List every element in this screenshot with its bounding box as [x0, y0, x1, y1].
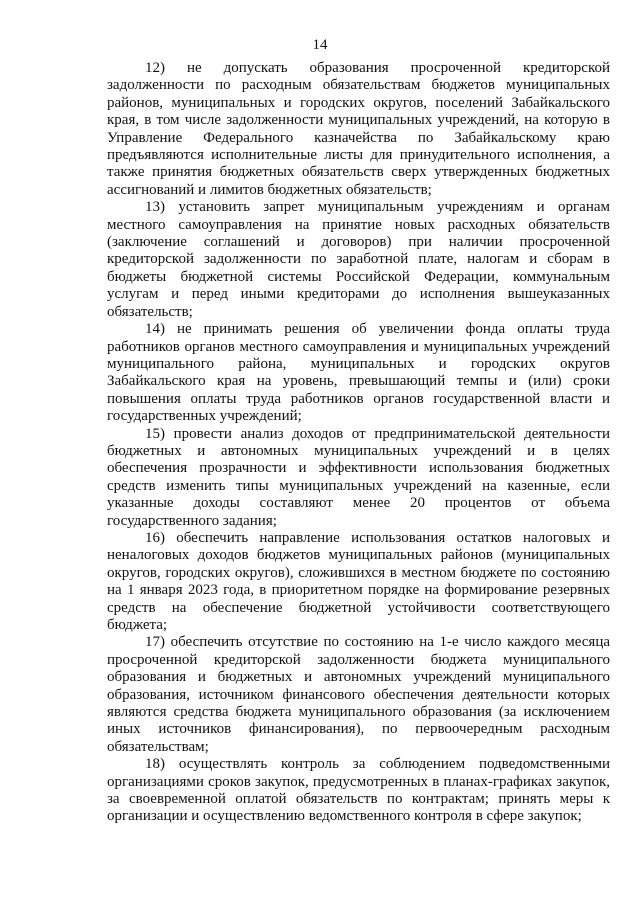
paragraph-item-16: 16) обеспечить направление использования остатков налоговых и неналоговых доходов бюджетов муниципальных районов (муниципальных округов, городских округов), сложившихся в местном бюджете по состоянию на 1 января 2023 года, в приоритетном порядке на формирование резервных средств на обеспечение бюджетной устойчивости соответствующего бюджета;	[107, 529, 610, 633]
paragraph-item-12: 12) не допускать образования просроченной кредиторской задолженности по расходным обязательствам бюджетов муниципальных районов, муниципальных и городских округов, поселений Забайкальского края, в том числе задолженности муниципальных учреждений, на которую в Управление Федерального казначейства по Забайкальскому краю предъявляются исполнительные листы для принудительного исполнения, а также принятия бюджетных обязательств сверх утвержденных бюджетных ассигнований и лимитов бюджетных обязательств;	[107, 60, 610, 198]
paragraph-item-18: 18) осуществлять контроль за соблюдением подведомственными организациями сроков закупок, предусмотренных в планах-графиках закупок, за своевременной оплатой обязательств по контрактам; принять меры к организации и осуществлению ведомственного контроля в сфере закупок;	[107, 756, 610, 825]
page-number: 14	[312, 37, 328, 53]
paragraph-item-14: 14) не принимать решения об увеличении фонда оплаты труда работников органов местного самоуправления и муниципальных учреждений муниципального района, муниципальных и городских округов Забайкальского края на уровень, превышающий темпы и (или) сроки повышения оплаты труда работников органов государственной власти и государственных учреждений;	[107, 321, 610, 425]
paragraph-item-15: 15) провести анализ доходов от предпринимательской деятельности бюджетных и автономных муниципальных учреждений и в целях обеспечения прозрачности и эффективности использования бюджетных средств изменить типы муниципальных учреждений на казенные, если указанные доходы составляют менее 20 процентов от объема государственного задания;	[107, 425, 610, 529]
paragraph-item-17: 17) обеспечить отсутствие по состоянию на 1-е число каждого месяца просроченной кредиторской задолженности бюджета муниципального образования и бюджетных и автономных учреждений муниципального образования, источником финансового обеспечения деятельности которых являются средства бюджета муниципального образования (за исключением иных источников финансирования), по первоочередным расходным обязательствам;	[107, 634, 610, 755]
paragraph-item-13: 13) установить запрет муниципальным учреждениям и органам местного самоуправления на принятие новых расходных обязательств (заключение соглашений и договоров) при наличии просроченной кредиторской задолженности по заработной плате, налогам и сборам в бюджеты бюджетной системы Российской Федерации, коммунальным услугам и перед иными кредиторами до исполнения вышеуказанных обязательств;	[107, 199, 610, 320]
document-body	[107, 60, 610, 826]
